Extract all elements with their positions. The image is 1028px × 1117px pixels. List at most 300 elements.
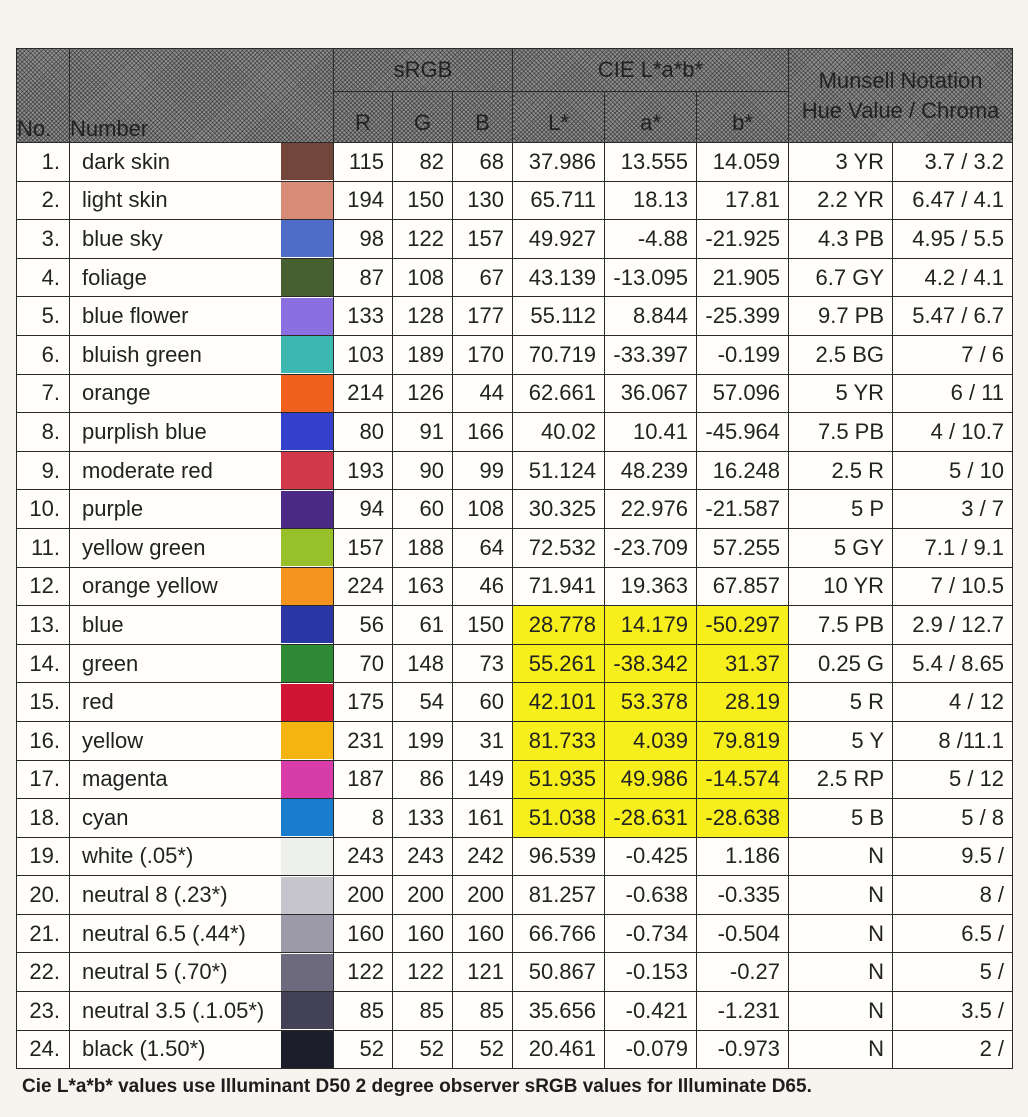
- cie-b-value: -45.964: [697, 413, 789, 452]
- srgb-b-value: 161: [453, 799, 513, 838]
- srgb-b-value: 108: [453, 490, 513, 529]
- cie-b-value: 57.255: [697, 528, 789, 567]
- munsell-value-chroma: 4 / 10.7: [893, 413, 1013, 452]
- color-name: neutral 5 (.70*): [70, 953, 281, 992]
- table-header: [17, 49, 1013, 143]
- swatch-cell: [281, 914, 334, 953]
- cie-a-value: -0.421: [605, 992, 697, 1031]
- color-swatch: [281, 799, 334, 836]
- swatch-cell: [281, 799, 334, 838]
- color-swatch: [281, 761, 334, 798]
- srgb-r-value: 56: [334, 606, 393, 645]
- munsell-value-chroma: 6.47 / 4.1: [893, 181, 1013, 220]
- srgb-b-value: 60: [453, 683, 513, 722]
- srgb-r-value: 94: [334, 490, 393, 529]
- color-name: yellow: [70, 721, 281, 760]
- srgb-b-value: 68: [453, 143, 513, 182]
- munsell-hue: 5 R: [789, 683, 893, 722]
- table-row: [17, 181, 1013, 220]
- color-swatch: [281, 529, 334, 566]
- table-row: [17, 1030, 1013, 1069]
- color-swatch: [281, 375, 334, 412]
- color-name: blue sky: [70, 220, 281, 259]
- srgb-b-value: 64: [453, 528, 513, 567]
- srgb-g-value: 122: [393, 953, 453, 992]
- row-number: 1.: [17, 143, 70, 182]
- cie-a-value: -0.153: [605, 953, 697, 992]
- color-name: white (.05*): [70, 837, 281, 876]
- row-number: 9.: [17, 451, 70, 490]
- footnote: Cie L*a*b* values use Illuminant D50 2 degree observer sRGB values for Illuminate D65.: [22, 1076, 812, 1097]
- color-name: yellow green: [70, 528, 281, 567]
- cie-l-value: 49.927: [513, 220, 605, 259]
- cie-a-value: 8.844: [605, 297, 697, 336]
- munsell-value-chroma: 7 / 6: [893, 335, 1013, 374]
- row-number: 24.: [17, 1030, 70, 1069]
- header-munsell: [789, 49, 1013, 143]
- color-checker-table: [16, 48, 1013, 1069]
- table-row: [17, 992, 1013, 1031]
- color-name: purplish blue: [70, 413, 281, 452]
- cie-l-value: 70.719: [513, 335, 605, 374]
- srgb-g-value: 61: [393, 606, 453, 645]
- munsell-value-chroma: 3 / 7: [893, 490, 1013, 529]
- cie-l-value: 40.02: [513, 413, 605, 452]
- munsell-value-chroma: 8 /11.1: [893, 721, 1013, 760]
- color-name: purple: [70, 490, 281, 529]
- cie-b-value: -21.925: [697, 220, 789, 259]
- table-row: [17, 374, 1013, 413]
- color-swatch: [281, 491, 334, 528]
- color-swatch: [281, 838, 334, 875]
- srgb-r-value: 231: [334, 721, 393, 760]
- munsell-value-chroma: 5.4 / 8.65: [893, 644, 1013, 683]
- color-swatch: [281, 413, 334, 450]
- color-name: neutral 3.5 (.1.05*): [70, 992, 281, 1031]
- header-r: R: [334, 92, 393, 143]
- row-number: 20.: [17, 876, 70, 915]
- cie-a-value: -38.342: [605, 644, 697, 683]
- srgb-g-value: 82: [393, 143, 453, 182]
- color-name: orange yellow: [70, 567, 281, 606]
- header-cie-lab: CIE L*a*b*: [513, 49, 789, 92]
- cie-l-value: 20.461: [513, 1030, 605, 1069]
- cie-b-value: 57.096: [697, 374, 789, 413]
- cie-l-value: 28.778: [513, 606, 605, 645]
- color-name: bluish green: [70, 335, 281, 374]
- table-row: [17, 490, 1013, 529]
- srgb-b-value: 31: [453, 721, 513, 760]
- srgb-r-value: 214: [334, 374, 393, 413]
- munsell-hue: N: [789, 876, 893, 915]
- header-munsell-title: Munsell Notation: [818, 67, 983, 93]
- color-swatch: [281, 954, 334, 991]
- cie-l-value: 55.112: [513, 297, 605, 336]
- swatch-cell: [281, 374, 334, 413]
- srgb-b-value: 44: [453, 374, 513, 413]
- srgb-b-value: 73: [453, 644, 513, 683]
- color-name: moderate red: [70, 451, 281, 490]
- cie-b-value: 14.059: [697, 143, 789, 182]
- color-swatch: [281, 992, 334, 1029]
- srgb-g-value: 52: [393, 1030, 453, 1069]
- cie-b-value: -0.504: [697, 914, 789, 953]
- cie-l-value: 71.941: [513, 567, 605, 606]
- srgb-g-value: 60: [393, 490, 453, 529]
- table-row: [17, 914, 1013, 953]
- srgb-b-value: 200: [453, 876, 513, 915]
- srgb-b-value: 157: [453, 220, 513, 259]
- table-row: [17, 258, 1013, 297]
- munsell-hue: 10 YR: [789, 567, 893, 606]
- srgb-g-value: 199: [393, 721, 453, 760]
- srgb-b-value: 150: [453, 606, 513, 645]
- color-name: orange: [70, 374, 281, 413]
- srgb-g-value: 128: [393, 297, 453, 336]
- row-number: 23.: [17, 992, 70, 1031]
- color-swatch: [281, 182, 334, 219]
- cie-l-value: 55.261: [513, 644, 605, 683]
- swatch-cell: [281, 683, 334, 722]
- srgb-r-value: 70: [334, 644, 393, 683]
- header-no: No.: [17, 49, 70, 143]
- cie-l-value: 81.257: [513, 876, 605, 915]
- munsell-value-chroma: 5 / 8: [893, 799, 1013, 838]
- munsell-hue: 2.2 YR: [789, 181, 893, 220]
- munsell-hue: 5 B: [789, 799, 893, 838]
- table-row: [17, 721, 1013, 760]
- cie-b-value: -0.335: [697, 876, 789, 915]
- munsell-value-chroma: 4.2 / 4.1: [893, 258, 1013, 297]
- cie-a-value: 10.41: [605, 413, 697, 452]
- table-row: [17, 953, 1013, 992]
- swatch-cell: [281, 528, 334, 567]
- srgb-r-value: 80: [334, 413, 393, 452]
- munsell-hue: N: [789, 1030, 893, 1069]
- cie-l-value: 37.986: [513, 143, 605, 182]
- munsell-value-chroma: 6 / 11: [893, 374, 1013, 413]
- srgb-g-value: 148: [393, 644, 453, 683]
- srgb-g-value: 122: [393, 220, 453, 259]
- cie-b-value: -25.399: [697, 297, 789, 336]
- table-row: [17, 528, 1013, 567]
- row-number: 21.: [17, 914, 70, 953]
- cie-l-value: 42.101: [513, 683, 605, 722]
- cie-b-value: 79.819: [697, 721, 789, 760]
- cie-b-value: 1.186: [697, 837, 789, 876]
- munsell-value-chroma: 6.5 /: [893, 914, 1013, 953]
- table-row: [17, 413, 1013, 452]
- cie-l-value: 43.139: [513, 258, 605, 297]
- color-name: neutral 8 (.23*): [70, 876, 281, 915]
- table-row: [17, 297, 1013, 336]
- swatch-cell: [281, 143, 334, 182]
- srgb-r-value: 115: [334, 143, 393, 182]
- table-row: [17, 644, 1013, 683]
- srgb-g-value: 200: [393, 876, 453, 915]
- munsell-hue: N: [789, 953, 893, 992]
- srgb-b-value: 170: [453, 335, 513, 374]
- srgb-r-value: 98: [334, 220, 393, 259]
- munsell-value-chroma: 5 / 10: [893, 451, 1013, 490]
- swatch-cell: [281, 567, 334, 606]
- cie-a-value: -0.638: [605, 876, 697, 915]
- color-swatch: [281, 568, 334, 605]
- munsell-hue: 6.7 GY: [789, 258, 893, 297]
- cie-b-value: -50.297: [697, 606, 789, 645]
- munsell-value-chroma: 5.47 / 6.7: [893, 297, 1013, 336]
- color-swatch: [281, 877, 334, 914]
- cie-a-value: 53.378: [605, 683, 697, 722]
- srgb-g-value: 86: [393, 760, 453, 799]
- table-row: [17, 451, 1013, 490]
- srgb-g-value: 126: [393, 374, 453, 413]
- cie-b-value: 31.37: [697, 644, 789, 683]
- swatch-cell: [281, 721, 334, 760]
- srgb-r-value: 160: [334, 914, 393, 953]
- swatch-cell: [281, 953, 334, 992]
- munsell-hue: 2.5 RP: [789, 760, 893, 799]
- color-name: green: [70, 644, 281, 683]
- header-b: B: [453, 92, 513, 143]
- srgb-b-value: 149: [453, 760, 513, 799]
- cie-a-value: -33.397: [605, 335, 697, 374]
- cie-l-value: 51.038: [513, 799, 605, 838]
- srgb-b-value: 46: [453, 567, 513, 606]
- srgb-b-value: 52: [453, 1030, 513, 1069]
- color-swatch: [281, 606, 334, 643]
- header-munsell-subtitle: Hue Value / Chroma: [801, 97, 1000, 123]
- cie-b-value: -14.574: [697, 760, 789, 799]
- srgb-r-value: 243: [334, 837, 393, 876]
- munsell-hue: 5 GY: [789, 528, 893, 567]
- cie-b-value: -0.27: [697, 953, 789, 992]
- cie-a-value: 49.986: [605, 760, 697, 799]
- munsell-value-chroma: 7 / 10.5: [893, 567, 1013, 606]
- cie-l-value: 51.124: [513, 451, 605, 490]
- srgb-g-value: 150: [393, 181, 453, 220]
- munsell-hue: 3 YR: [789, 143, 893, 182]
- cie-a-value: 4.039: [605, 721, 697, 760]
- cie-b-value: 67.857: [697, 567, 789, 606]
- swatch-cell: [281, 876, 334, 915]
- munsell-value-chroma: 3.5 /: [893, 992, 1013, 1031]
- swatch-cell: [281, 258, 334, 297]
- color-swatch: [281, 645, 334, 682]
- munsell-value-chroma: 7.1 / 9.1: [893, 528, 1013, 567]
- srgb-b-value: 130: [453, 181, 513, 220]
- srgb-g-value: 54: [393, 683, 453, 722]
- srgb-r-value: 194: [334, 181, 393, 220]
- srgb-r-value: 200: [334, 876, 393, 915]
- cie-b-value: -1.231: [697, 992, 789, 1031]
- srgb-r-value: 85: [334, 992, 393, 1031]
- header-b-star: b*: [697, 92, 789, 143]
- srgb-g-value: 163: [393, 567, 453, 606]
- cie-l-value: 62.661: [513, 374, 605, 413]
- swatch-cell: [281, 490, 334, 529]
- srgb-g-value: 188: [393, 528, 453, 567]
- color-swatch: [281, 259, 334, 296]
- cie-b-value: 28.19: [697, 683, 789, 722]
- swatch-cell: [281, 606, 334, 645]
- munsell-hue: N: [789, 914, 893, 953]
- cie-a-value: -28.631: [605, 799, 697, 838]
- srgb-b-value: 121: [453, 953, 513, 992]
- row-number: 15.: [17, 683, 70, 722]
- munsell-value-chroma: 5 / 12: [893, 760, 1013, 799]
- table-row: [17, 606, 1013, 645]
- munsell-hue: N: [789, 992, 893, 1031]
- row-number: 18.: [17, 799, 70, 838]
- munsell-value-chroma: 4 / 12: [893, 683, 1013, 722]
- color-swatch: [281, 298, 334, 335]
- swatch-cell: [281, 335, 334, 374]
- srgb-b-value: 177: [453, 297, 513, 336]
- row-number: 13.: [17, 606, 70, 645]
- cie-b-value: 17.81: [697, 181, 789, 220]
- cie-l-value: 66.766: [513, 914, 605, 953]
- table-body: [17, 143, 1013, 1069]
- srgb-g-value: 243: [393, 837, 453, 876]
- row-number: 8.: [17, 413, 70, 452]
- srgb-g-value: 90: [393, 451, 453, 490]
- srgb-b-value: 99: [453, 451, 513, 490]
- color-name: black (1.50*): [70, 1030, 281, 1069]
- table-row: [17, 760, 1013, 799]
- table-row: [17, 335, 1013, 374]
- table-row: [17, 876, 1013, 915]
- row-number: 2.: [17, 181, 70, 220]
- cie-a-value: 13.555: [605, 143, 697, 182]
- row-number: 16.: [17, 721, 70, 760]
- munsell-value-chroma: 9.5 /: [893, 837, 1013, 876]
- color-swatch: [281, 915, 334, 952]
- munsell-hue: 0.25 G: [789, 644, 893, 683]
- cie-a-value: -13.095: [605, 258, 697, 297]
- cie-a-value: -0.734: [605, 914, 697, 953]
- row-number: 5.: [17, 297, 70, 336]
- color-swatch: [281, 722, 334, 759]
- munsell-value-chroma: 2 /: [893, 1030, 1013, 1069]
- cie-l-value: 35.656: [513, 992, 605, 1031]
- srgb-r-value: 103: [334, 335, 393, 374]
- cie-a-value: -0.079: [605, 1030, 697, 1069]
- swatch-cell: [281, 451, 334, 490]
- cie-a-value: 19.363: [605, 567, 697, 606]
- row-number: 7.: [17, 374, 70, 413]
- srgb-b-value: 160: [453, 914, 513, 953]
- cie-a-value: -23.709: [605, 528, 697, 567]
- table-row: [17, 837, 1013, 876]
- srgb-b-value: 67: [453, 258, 513, 297]
- row-number: 10.: [17, 490, 70, 529]
- cie-a-value: 22.976: [605, 490, 697, 529]
- srgb-g-value: 189: [393, 335, 453, 374]
- cie-a-value: -4.88: [605, 220, 697, 259]
- row-number: 3.: [17, 220, 70, 259]
- srgb-r-value: 175: [334, 683, 393, 722]
- color-name: blue flower: [70, 297, 281, 336]
- swatch-cell: [281, 181, 334, 220]
- row-number: 4.: [17, 258, 70, 297]
- swatch-cell: [281, 760, 334, 799]
- cie-a-value: 18.13: [605, 181, 697, 220]
- header-srgb: sRGB: [334, 49, 513, 92]
- row-number: 14.: [17, 644, 70, 683]
- munsell-value-chroma: 5 /: [893, 953, 1013, 992]
- srgb-r-value: 157: [334, 528, 393, 567]
- munsell-hue: 2.5 BG: [789, 335, 893, 374]
- color-swatch: [281, 452, 334, 489]
- color-swatch: [281, 336, 334, 373]
- cie-a-value: 36.067: [605, 374, 697, 413]
- cie-l-value: 51.935: [513, 760, 605, 799]
- cie-l-value: 65.711: [513, 181, 605, 220]
- swatch-cell: [281, 837, 334, 876]
- header-g: G: [393, 92, 453, 143]
- color-name: foliage: [70, 258, 281, 297]
- srgb-r-value: 133: [334, 297, 393, 336]
- cie-l-value: 96.539: [513, 837, 605, 876]
- color-swatch: [281, 1031, 334, 1068]
- table-row: [17, 683, 1013, 722]
- munsell-hue: 5 Y: [789, 721, 893, 760]
- cie-b-value: 21.905: [697, 258, 789, 297]
- srgb-r-value: 193: [334, 451, 393, 490]
- munsell-hue: N: [789, 837, 893, 876]
- srgb-r-value: 224: [334, 567, 393, 606]
- row-number: 6.: [17, 335, 70, 374]
- munsell-value-chroma: 3.7 / 3.2: [893, 143, 1013, 182]
- header-l-star: L*: [513, 92, 605, 143]
- table-row: [17, 799, 1013, 838]
- srgb-b-value: 85: [453, 992, 513, 1031]
- row-number: 22.: [17, 953, 70, 992]
- munsell-hue: 5 YR: [789, 374, 893, 413]
- swatch-cell: [281, 413, 334, 452]
- munsell-hue: 4.3 PB: [789, 220, 893, 259]
- srgb-g-value: 133: [393, 799, 453, 838]
- table-row: [17, 143, 1013, 182]
- color-swatch: [281, 684, 334, 721]
- row-number: 12.: [17, 567, 70, 606]
- srgb-g-value: 108: [393, 258, 453, 297]
- srgb-g-value: 91: [393, 413, 453, 452]
- table-row: [17, 567, 1013, 606]
- swatch-cell: [281, 992, 334, 1031]
- cie-l-value: 50.867: [513, 953, 605, 992]
- srgb-r-value: 52: [334, 1030, 393, 1069]
- color-name: magenta: [70, 760, 281, 799]
- row-number: 19.: [17, 837, 70, 876]
- srgb-b-value: 166: [453, 413, 513, 452]
- munsell-hue: 7.5 PB: [789, 413, 893, 452]
- srgb-r-value: 8: [334, 799, 393, 838]
- srgb-b-value: 242: [453, 837, 513, 876]
- header-a-star: a*: [605, 92, 697, 143]
- munsell-value-chroma: 4.95 / 5.5: [893, 220, 1013, 259]
- color-swatch: [281, 220, 334, 257]
- srgb-r-value: 187: [334, 760, 393, 799]
- srgb-r-value: 87: [334, 258, 393, 297]
- cie-b-value: -28.638: [697, 799, 789, 838]
- munsell-value-chroma: 8 /: [893, 876, 1013, 915]
- cie-l-value: 30.325: [513, 490, 605, 529]
- swatch-cell: [281, 297, 334, 336]
- swatch-cell: [281, 644, 334, 683]
- swatch-cell: [281, 1030, 334, 1069]
